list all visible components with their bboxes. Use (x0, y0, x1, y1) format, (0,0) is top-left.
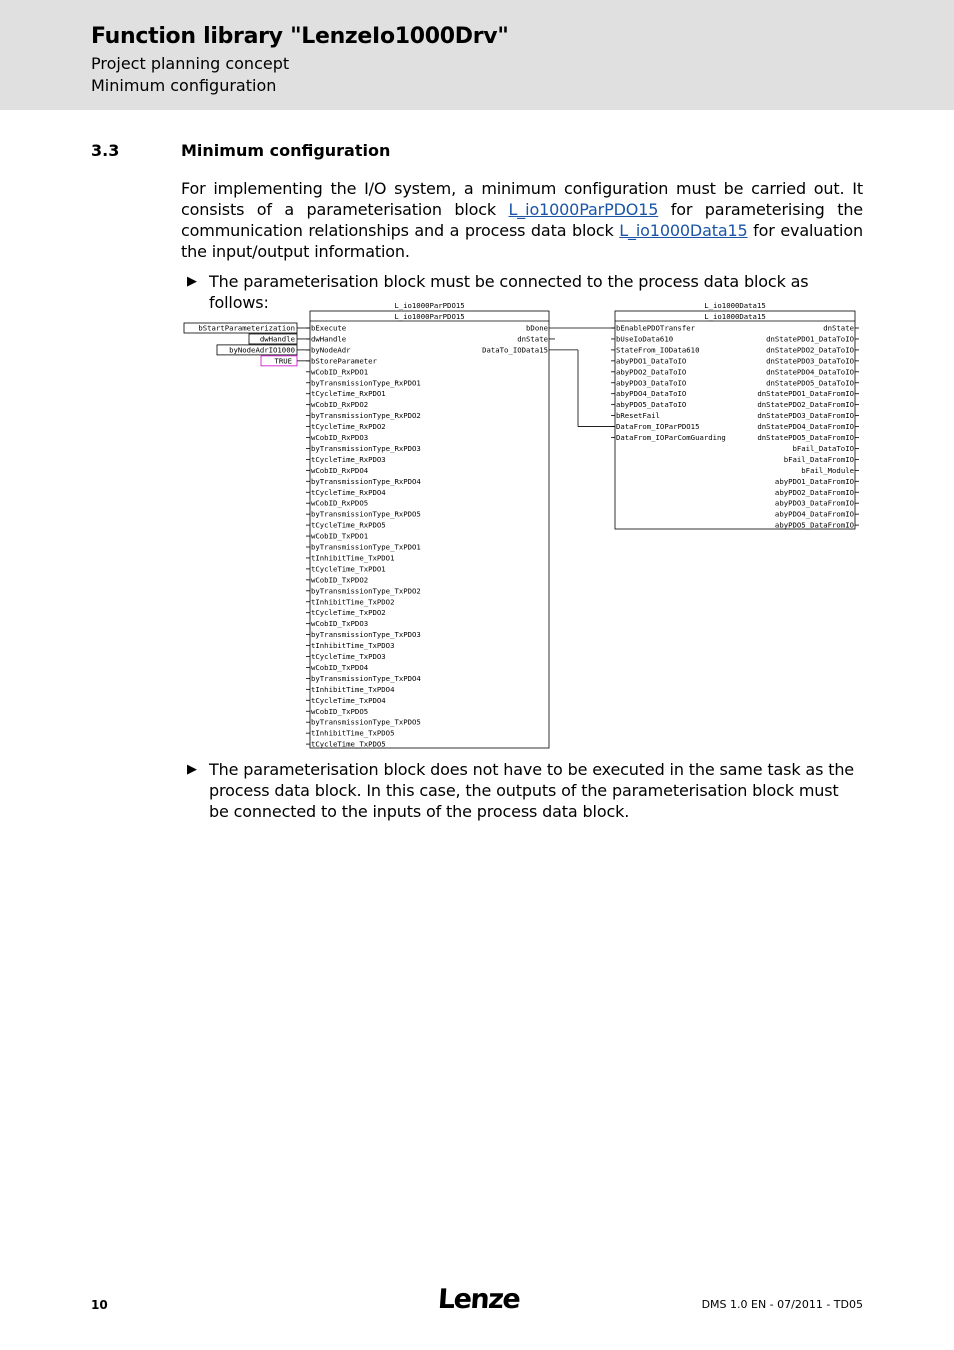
block-type-label: L_io1000Data15 (704, 301, 766, 310)
variable-label: byNodeAdrIO1000 (229, 345, 295, 355)
block-input-pin: wCobID_RxPDO4 (311, 465, 369, 475)
block-input-pin: wCobID_RxPDO1 (311, 367, 369, 377)
block-input-pin: tCycleTime_TxPDO1 (311, 564, 386, 574)
constant-label: TRUE (274, 356, 292, 366)
block-input-pin: DataFrom_IOParComGuarding (616, 433, 726, 442)
block-instance-label: L_io1000ParPDO15 (394, 312, 465, 321)
block-input-pin: byTransmissionType_TxPDO2 (311, 586, 421, 596)
header-subtitle-section: Minimum configuration (91, 76, 277, 95)
lenze-logo: Lenze (436, 1284, 521, 1315)
intro-text-2: for parameterising the communication relationships and a process data block (181, 200, 864, 240)
block-input-pin: byTransmissionType_TxPDO4 (311, 673, 421, 683)
block-input-pin: abyPDO2_DataToIO (616, 367, 687, 377)
block-input-pin: StateFrom_IOData610 (616, 345, 700, 355)
block-input-pin: wCobID_TxPDO5 (311, 706, 369, 716)
block-input-pin: wCobID_TxPDO2 (311, 575, 369, 585)
intro-text-1: For implementing the I/O system, a minimum configuration must be carried out. It consists of a parameterisation block (181, 179, 863, 219)
block-output-pin: abyPDO2_DataFromIO (774, 487, 854, 497)
block-output-pin: bFail_DataToIO (792, 443, 854, 453)
block-input-pin: tCycleTime_TxPDO3 (311, 652, 386, 661)
block-output-pin: bFail_DataFromIO (783, 454, 854, 464)
block-input-pin: tCycleTime_RxPDO5 (311, 520, 386, 530)
block-input-pin: tCycleTime_TxPDO2 (311, 608, 386, 618)
block-output-pin: dnState (823, 323, 854, 333)
variable-label: dwHandle (259, 334, 295, 344)
block-output-pin: bDone (526, 323, 548, 333)
block-input-pin: wCobID_RxPDO3 (311, 433, 369, 442)
block-output-pin: dnStatePDO5_DataFromIO (757, 433, 854, 442)
block-input-pin: wCobID_RxPDO2 (311, 400, 369, 410)
block-input-pin: wCobID_TxPDO1 (311, 531, 369, 541)
block-input-pin: bExecute (311, 323, 347, 333)
block-input-pin: bStoreParameter (311, 356, 377, 366)
block-input-pin: tInhibitTime_TxPDO1 (311, 553, 395, 563)
block-input-pin: abyPDO4_DataToIO (616, 389, 687, 399)
block-input-pin: tCycleTime_RxPDO2 (311, 422, 386, 432)
block-input-pin: dwHandle (311, 334, 347, 344)
page-number: 10 (91, 1298, 108, 1312)
block-output-pin: dnStatePDO1_DataFromIO (757, 389, 854, 399)
variable-label: bStartParameterization (198, 323, 295, 333)
block-input-pin: tInhibitTime_TxPDO2 (311, 597, 395, 607)
block-input-pin: byTransmissionType_TxPDO1 (311, 542, 421, 552)
block-input-pin: abyPDO5_DataToIO (616, 400, 687, 410)
block-output-pin: abyPDO1_DataFromIO (774, 476, 854, 486)
document-title: Function library "LenzeIo1000Drv" (91, 24, 509, 49)
block-output-pin: abyPDO3_DataFromIO (774, 498, 854, 508)
block-output-pin: dnStatePDO4_DataToIO (766, 367, 854, 377)
link-l-io1000data15[interactable]: L_io1000Data15 (619, 221, 748, 240)
block-input-pin: bUseIoData610 (616, 334, 674, 344)
intro-text-3: for evaluation the input/output information. (181, 221, 863, 261)
block-output-pin: dnStatePDO3_DataToIO (766, 356, 854, 366)
block-input-pin: tInhibitTime_TxPDO4 (311, 684, 395, 694)
block-input-pin: bResetFail (616, 411, 660, 421)
block-type-label: L_io1000ParPDO15 (394, 301, 465, 310)
block-input-pin: DataFrom_IOParPDO15 (616, 422, 700, 432)
block-input-pin: tCycleTime_TxPDO5 (311, 739, 386, 749)
block-input-pin: byTransmissionType_RxPDO1 (311, 378, 421, 388)
block-output-pin: bFail_Module (801, 465, 854, 475)
document-version: DMS 1.0 EN - 07/2011 - TD05 (701, 1298, 863, 1311)
block-output-pin: dnStatePDO2_DataFromIO (757, 400, 854, 410)
bullet-text: The parameterisation block does not have to be executed in the same task as the process data block. In this case, the outputs of the parameterisation block must be connected to the inputs of the process data block. (209, 760, 855, 821)
section-number: 3.3 (91, 141, 120, 160)
section-title: Minimum configuration (181, 141, 391, 160)
block-input-pin: byTransmissionType_RxPDO4 (311, 476, 421, 486)
block-input-pin: byTransmissionType_TxPDO3 (311, 630, 421, 640)
block-output-pin: dnState (517, 334, 548, 344)
block-input-pin: tCycleTime_RxPDO3 (311, 454, 386, 464)
block-input-pin: tCycleTime_RxPDO4 (311, 487, 386, 497)
block-input-pin: byNodeAdr (311, 345, 351, 355)
block-output-pin: dnStatePDO4_DataFromIO (757, 422, 854, 432)
block-input-pin: wCobID_TxPDO4 (311, 662, 369, 672)
block-input-pin: wCobID_RxPDO5 (311, 498, 369, 508)
bullet-triangle-icon: ▶ (187, 762, 197, 777)
block-input-pin: wCobID_TxPDO3 (311, 619, 369, 629)
block-input-pin: abyPDO1_DataToIO (616, 356, 687, 366)
block-output-pin: dnStatePDO5_DataToIO (766, 378, 854, 388)
bullet-text: The parameterisation block must be connected to the process data block as follows: (209, 272, 809, 312)
block-output-pin: DataTo_IOData15 (482, 345, 548, 355)
block-input-pin: tInhibitTime_TxPDO5 (311, 728, 395, 738)
bullet-triangle-icon: ▶ (187, 274, 197, 289)
block-instance-label: L_io1000Data15 (704, 312, 766, 321)
block-input-pin: abyPDO3_DataToIO (616, 378, 687, 388)
header-subtitle-chapter: Project planning concept (91, 54, 290, 73)
block-output-pin: dnStatePDO2_DataToIO (766, 345, 854, 355)
block-output-pin: abyPDO5_DataFromIO (774, 520, 854, 530)
block-input-pin: byTransmissionType_TxPDO5 (311, 717, 421, 727)
block-input-pin: bEnablePDOTransfer (616, 323, 696, 333)
block-output-pin: abyPDO4_DataFromIO (774, 509, 854, 519)
block-output-pin: dnStatePDO3_DataFromIO (757, 411, 854, 421)
block-input-pin: tCycleTime_RxPDO1 (311, 389, 386, 399)
block-input-pin: tCycleTime_TxPDO4 (311, 695, 386, 705)
block-input-pin: byTransmissionType_RxPDO3 (311, 443, 421, 453)
block-input-pin: byTransmissionType_RxPDO2 (311, 411, 421, 421)
link-l-io1000parpdo15[interactable]: L_io1000ParPDO15 (508, 200, 659, 219)
block-input-pin: tInhibitTime_TxPDO3 (311, 641, 395, 651)
block-output-pin: dnStatePDO1_DataToIO (766, 334, 854, 344)
block-input-pin: byTransmissionType_RxPDO5 (311, 509, 421, 519)
